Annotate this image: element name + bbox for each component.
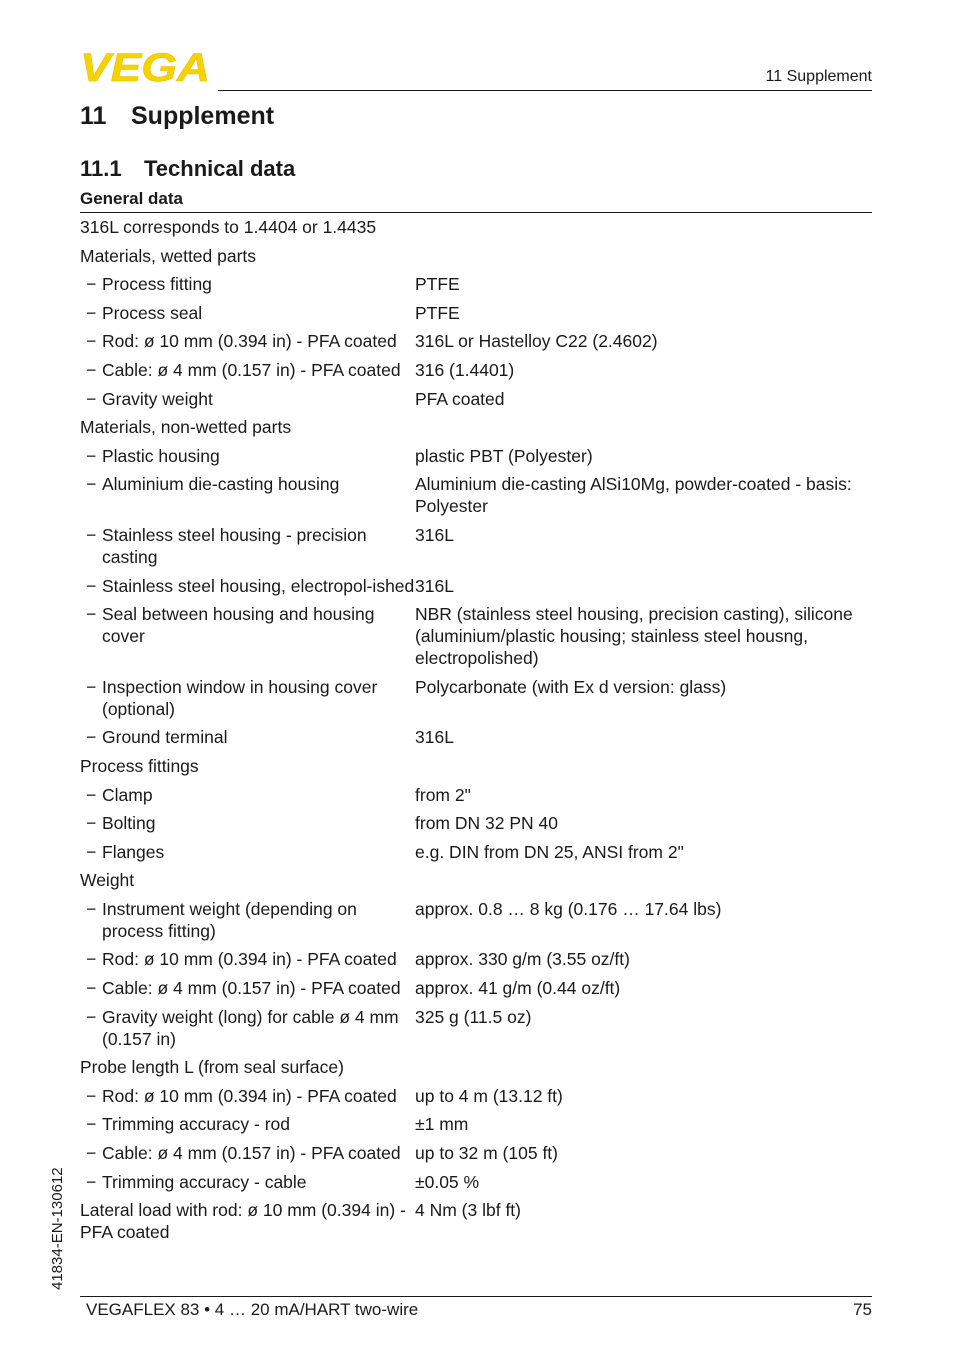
row-label (80, 524, 415, 568)
row-label (80, 1199, 415, 1243)
row-label (80, 473, 415, 517)
table-row (80, 948, 872, 977)
row-value: Polycarbonate (with Ex d version: glass) (415, 676, 727, 697)
row-label-text: Lateral load with rod: ø 10 mm (0.394 in) - PFA coated (80, 1200, 406, 1243)
row-label (80, 676, 415, 720)
row-value: ±0.05 % (415, 1171, 480, 1192)
table-row (80, 1006, 872, 1057)
row-label (80, 359, 415, 381)
table-row (80, 977, 872, 1006)
table-row (80, 1142, 872, 1171)
row-label-text: Inspection window in housing cover (optional) (102, 676, 378, 719)
row-value: PTFE (415, 274, 460, 295)
row-label (80, 273, 415, 295)
list-dash: − (86, 727, 97, 748)
row-value: ±1 mm (415, 1114, 469, 1135)
row-label-text: Materials, wetted parts (80, 245, 257, 266)
list-dash: − (86, 898, 97, 919)
header-rule (218, 90, 872, 91)
row-label (80, 812, 415, 834)
row-value (415, 1056, 872, 1078)
row-value: approx. 330 g/m (3.55 oz/ft) (415, 949, 630, 970)
table-row (80, 245, 872, 274)
table-row (80, 1171, 872, 1200)
list-dash: − (86, 978, 97, 999)
table-row (80, 302, 872, 331)
row-label (80, 948, 415, 970)
row-value: Aluminium die-casting AlSi10Mg, powder-coated - basis: Polyester (415, 474, 852, 517)
list-dash: − (86, 949, 97, 970)
table-row (80, 1113, 872, 1142)
row-label-text: Rod: ø 10 mm (0.394 in) - PFA coated (102, 1085, 397, 1106)
footer-product: VEGAFLEX 83 • 4 … 20 mA/HART two-wire (86, 1300, 419, 1319)
row-label-text: Stainless steel housing - precision casting (102, 524, 367, 567)
table-row (80, 330, 872, 359)
row-label (80, 216, 415, 238)
row-label-text: Cable: ø 4 mm (0.157 in) - PFA coated (102, 359, 401, 380)
technical-data-table (80, 216, 872, 1250)
row-label (80, 416, 415, 438)
general-data-heading: General data (80, 189, 183, 208)
table-row (80, 755, 872, 784)
row-label-text: Rod: ø 10 mm (0.394 in) - PFA coated (102, 331, 397, 352)
section-heading (80, 156, 295, 182)
running-title: 11 Supplement (765, 68, 872, 85)
chapter-number: 11 (80, 102, 107, 130)
row-label (80, 302, 415, 324)
row-label-text: Plastic housing (102, 445, 220, 466)
row-label (80, 977, 415, 999)
row-label (80, 784, 415, 806)
row-label (80, 245, 415, 267)
page-number: 75 (853, 1300, 872, 1319)
list-dash: − (86, 676, 97, 697)
list-dash: − (86, 359, 97, 380)
row-label (80, 1085, 415, 1107)
row-value: NBR (stainless steel housing, precision casting), silicone (aluminium/plastic housing; stainless steel housng, electropolished) (415, 604, 853, 669)
list-dash: − (86, 1143, 97, 1164)
row-label-text: Weight (80, 870, 135, 891)
table-row (80, 416, 872, 445)
row-value: approx. 41 g/m (0.44 oz/ft) (415, 978, 621, 999)
row-label (80, 1006, 415, 1050)
row-label-text: Aluminium die-casting housing (102, 474, 340, 495)
row-label-text: Process fittings (80, 755, 199, 776)
row-label (80, 445, 415, 467)
table-row (80, 869, 872, 898)
table-row (80, 898, 872, 949)
row-label-text: Instrument weight (depending on process fitting) (102, 898, 357, 941)
footer-rule (80, 1296, 872, 1297)
list-dash: − (86, 1085, 97, 1106)
row-label (80, 898, 415, 942)
row-value: 316L (415, 524, 454, 545)
row-label (80, 330, 415, 352)
row-label-text: Bolting (102, 813, 156, 834)
list-dash: − (86, 813, 97, 834)
table-top-rule (80, 212, 872, 213)
table-row (80, 676, 872, 727)
logo-wordmark: VEGA (80, 50, 210, 84)
table-row (80, 359, 872, 388)
row-label (80, 869, 415, 891)
row-value (415, 416, 872, 438)
row-label-text: Process fitting (102, 274, 212, 295)
vega-logo (80, 50, 212, 84)
row-label-text: Clamp (102, 784, 153, 805)
row-value: up to 4 m (13.12 ft) (415, 1085, 563, 1106)
table-row (80, 1056, 872, 1085)
row-label-text: Gravity weight (long) for cable ø 4 mm (0.157 in) (102, 1006, 399, 1049)
row-value: e.g. DIN from DN 25, ANSI from 2" (415, 841, 684, 862)
section-title: Technical data (144, 156, 296, 181)
table-row (80, 1085, 872, 1114)
row-value: 316L (415, 575, 454, 596)
row-value: plastic PBT (Polyester) (415, 445, 593, 466)
table-row (80, 473, 872, 524)
row-label-text: 316L corresponds to 1.4404 or 1.4435 (80, 217, 377, 237)
table-row (80, 1199, 872, 1250)
table-row (80, 388, 872, 417)
row-label (80, 1171, 415, 1193)
table-row (80, 524, 872, 575)
row-label-text: Probe length L (from seal surface) (80, 1057, 344, 1078)
row-value: approx. 0.8 … 8 kg (0.176 … 17.64 lbs) (415, 898, 722, 919)
list-dash: − (86, 1114, 97, 1135)
row-label-text: Ground terminal (102, 727, 228, 748)
row-value: PFA coated (415, 388, 505, 409)
chapter-title: Supplement (131, 102, 275, 130)
row-label (80, 841, 415, 863)
row-value (415, 755, 872, 777)
row-value (415, 245, 872, 267)
row-label (80, 1056, 415, 1078)
row-value: 316 (1.4401) (415, 359, 515, 380)
row-value (415, 216, 872, 238)
table-row (80, 445, 872, 474)
row-label-text: Trimming accuracy - cable (102, 1171, 307, 1192)
list-dash: − (86, 1006, 97, 1027)
row-label (80, 726, 415, 748)
document-code: 41834-EN-130612 (49, 1167, 66, 1290)
row-label-text: Seal between housing and housing cover (102, 604, 375, 647)
row-value: from DN 32 PN 40 (415, 813, 558, 834)
row-value: from 2" (415, 784, 471, 805)
row-label (80, 1142, 415, 1164)
row-label (80, 1113, 415, 1135)
row-value: PTFE (415, 302, 460, 323)
row-value (415, 869, 872, 891)
table-row (80, 841, 872, 870)
row-label-text: Process seal (102, 302, 203, 323)
row-label-text: Trimming accuracy - rod (102, 1114, 290, 1135)
row-label-text: Rod: ø 10 mm (0.394 in) - PFA coated (102, 949, 397, 970)
list-dash: − (86, 604, 97, 625)
list-dash: − (86, 1171, 97, 1192)
row-label-text: Cable: ø 4 mm (0.157 in) - PFA coated (102, 978, 401, 999)
list-dash: − (86, 784, 97, 805)
list-dash: − (86, 274, 97, 295)
list-dash: − (86, 445, 97, 466)
chapter-heading (80, 102, 274, 131)
table-row (80, 812, 872, 841)
table-row (80, 575, 872, 604)
row-label-text: Gravity weight (102, 388, 213, 409)
list-dash: − (86, 524, 97, 545)
list-dash: − (86, 388, 97, 409)
row-label-text: Flanges (102, 841, 165, 862)
list-dash: − (86, 331, 97, 352)
row-value: 4 Nm (3 lbf ft) (415, 1200, 521, 1221)
row-value: 316L or Hastelloy C22 (2.4602) (415, 331, 658, 352)
table-row (80, 603, 872, 676)
row-value: 325 g (11.5 oz) (415, 1006, 532, 1027)
row-value: 316L (415, 727, 454, 748)
table-row (80, 273, 872, 302)
table-row (80, 784, 872, 813)
section-number: 11.1 (80, 156, 122, 181)
row-label-text: Materials, non-wetted parts (80, 417, 292, 438)
list-dash: − (86, 575, 97, 596)
row-label-text: Cable: ø 4 mm (0.157 in) - PFA coated (102, 1143, 401, 1164)
table-row (80, 216, 872, 245)
list-dash: − (86, 302, 97, 323)
list-dash: − (86, 474, 97, 495)
row-label (80, 575, 415, 597)
row-label (80, 755, 415, 777)
row-label-text: Stainless steel housing, electropol-ished (102, 575, 415, 596)
table-row (80, 726, 872, 755)
row-value: up to 32 m (105 ft) (415, 1143, 558, 1164)
row-label (80, 388, 415, 410)
row-label (80, 603, 415, 669)
list-dash: − (86, 841, 97, 862)
